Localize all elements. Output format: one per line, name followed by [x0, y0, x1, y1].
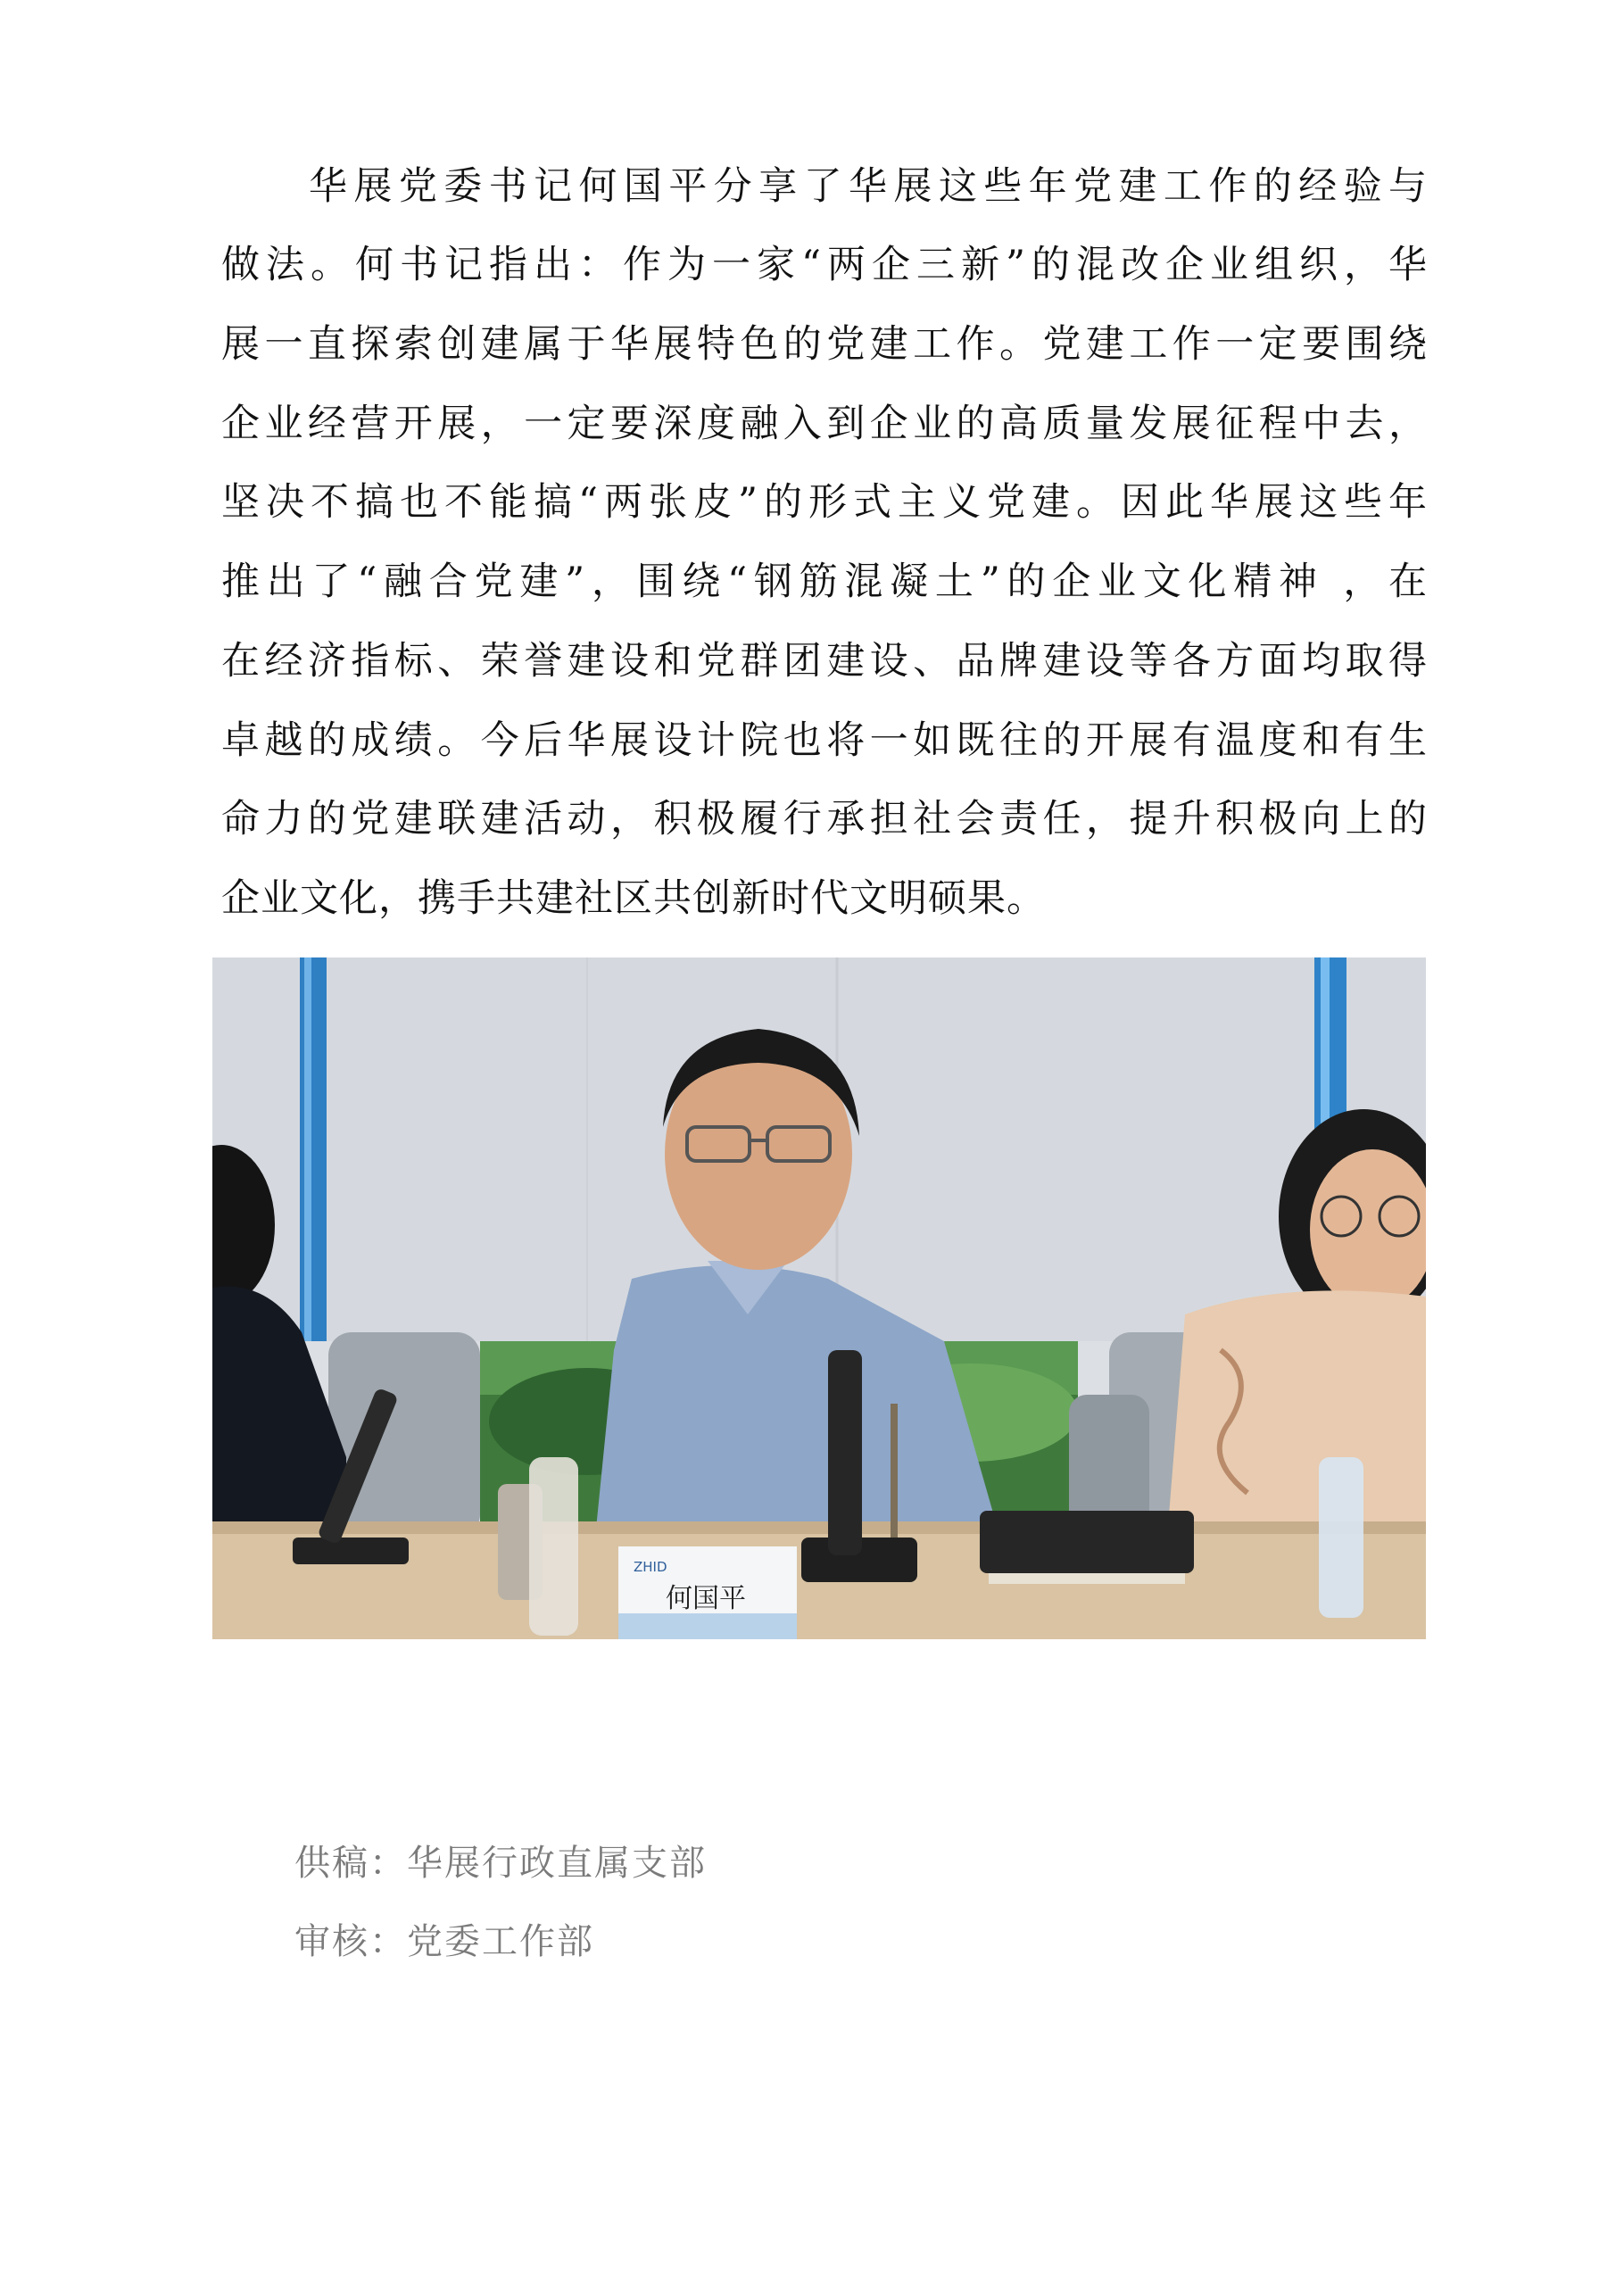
contributor-credit: 供稿：华展行政直属支部	[294, 1843, 707, 1884]
paragraph-line: 企业文化，携手共建社区共创新时代文明硕果。	[221, 876, 1046, 921]
nameplate-logo: ZHID	[634, 1559, 667, 1575]
paragraph-line: 推出了“融合党建”，围绕“钢筋混凝土”的企业文化精神 ，在	[221, 559, 1428, 604]
paragraph-line: 在经济指标、荣誉建设和党群团建设、品牌建设等各方面均取得	[221, 639, 1428, 684]
paragraph-line: 华展党委书记何国平分享了华展这些年党建工作的经验与	[309, 164, 1428, 209]
paragraph-line: 命力的党建联建活动，积极履行承担社会责任，提升积极向上的	[221, 797, 1428, 841]
paragraph-line: 做法。何书记指出：作为一家“两企三新”的混改企业组织，华	[221, 243, 1428, 287]
reviewer-credit: 审核：党委工作部	[294, 1921, 594, 1962]
paragraph-line: 展一直探索创建属于华展特色的党建工作。党建工作一定要围绕	[221, 322, 1428, 367]
paragraph-line: 卓越的成绩。今后华展设计院也将一如既往的开展有温度和有生	[221, 718, 1428, 763]
paragraph-line: 企业经营开展，一定要深度融入到企业的高质量发展征程中去，	[221, 402, 1428, 446]
nameplate-name: 何国平	[666, 1583, 746, 1614]
paragraph-line: 坚决不搞也不能搞“两张皮”的形式主义党建。因此华展这些年	[221, 480, 1428, 525]
meeting-photo	[212, 957, 1426, 1639]
